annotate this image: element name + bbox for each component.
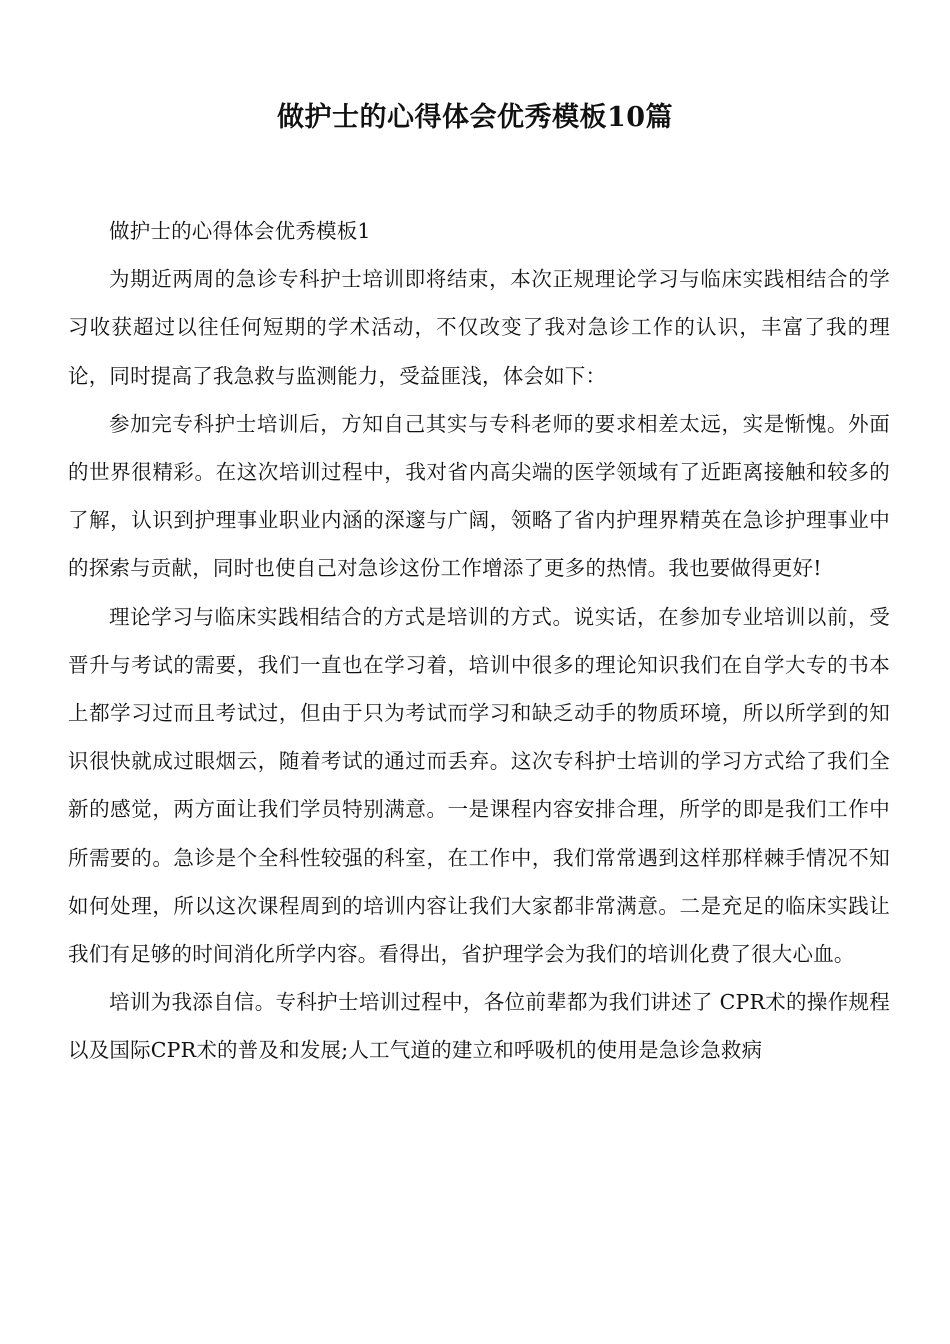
document-body	[68, 207, 890, 1075]
paragraph-4: 培训为我添自信。专科护士培训过程中，各位前辈都为我们讲述了 CPR术的操作规程以及国际CPR术的普及和发展;人工气道的建立和呼吸机的使用是急诊急救病	[68, 990, 890, 1063]
document-title: 做护士的心得体会优秀模板10篇	[276, 102, 674, 133]
paragraph-1: 为期近两周的急诊专科护士培训即将结束，本次正规理论学习与临床实践相结合的学习收获超过以往任何短期的学术活动，不仅改变了我对急诊工作的认识，丰富了我的理论，同时提高了我急救与监测能力，受益匪浅，体会如下：	[68, 267, 890, 388]
section-heading: 做护士的心得体会优秀模板1	[109, 219, 371, 243]
paragraph-2: 参加完专科护士培训后，方知自己其实与专科老师的要求相差太远，实是惭愧。外面的世界很精彩。在这次培训过程中，我对省内高尖端的医学领域有了近距离接触和较多的了解，认识到护理事业职业内涵的深邃与广阔，领略了省内护理界精英在急诊护理事业中的探索与贡献，同时也使自己对急诊这份工作增添了更多的热情。我也要做得更好!	[68, 411, 890, 581]
paragraph-3: 理论学习与临床实践相结合的方式是培训的方式。说实话，在参加专业培训以前，受晋升与考试的需要，我们一直也在学习着，培训中很多的理论知识我们在自学大专的书本上都学习过而且考试过，但由于只为考试而学习和缺乏动手的物质环境，所以所学到的知识很快就成过眼烟云，随着考试的通过而丢弃。这次专科护士培训的学习方式给了我们全新的感觉，两方面让我们学员特别满意。一是课程内容安排合理，所学的即是我们工作中所需要的。急诊是个全科性较强的科室，在工作中，我们常常遇到这样那样棘手情况不知如何处理，所以这次课程周到的培训内容让我们大家都非常满意。二是充足的临床实践让我们有足够的时间消化所学内容。看得出，省护理学会为我们的培训化费了很大心血。	[68, 604, 890, 967]
